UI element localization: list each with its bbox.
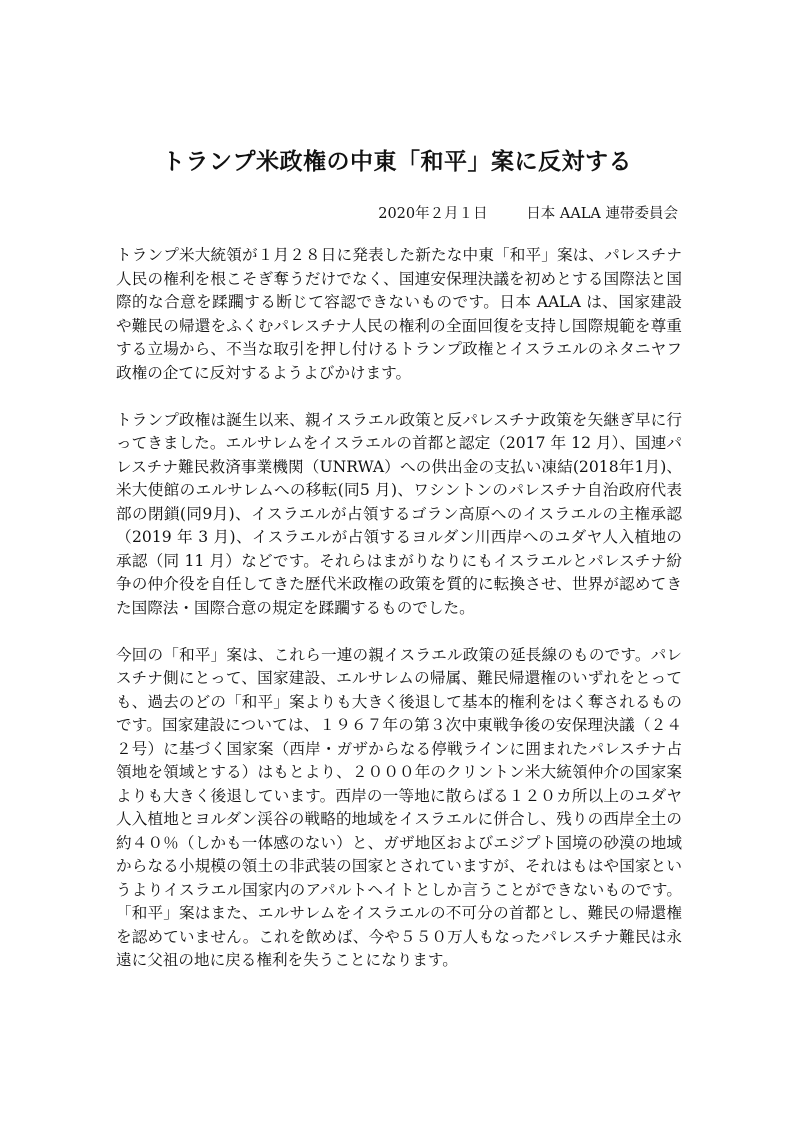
paragraph-1: トランプ米大統領が１月２８日に発表した新たな中東「和平」案は、パレスチナ人民の権利を根こそぎ奪うだけでなく、国連安保理決議を初めとする国際法と国際的な合意を蹂躙する断じて容認できないものです。日本 AALA は、国家建設や難民の帰還をふくむパレスチナ人民の権利の全面回復を支持し国際規範を尊重する立場から、不当な取引を押し付けるトランプ政権とイスラエルのネタニヤフ政権の企てに反対するようよびかけます。 bbox=[116, 246, 682, 382]
paragraph-3: 今回の「和平」案は、これら一連の親イスラエル政策の延長線のものです。パレスチナ側にとって、国家建設、エルサレムの帰属、難民帰還権のいずれをとっても、過去のどの「和平」案よりも大きく後退して基本的権利をはく奪されるものです。国家建設については、１９６７年の第３次中東戦争後の安保理決議（２４２号）に基づく国家案（西岸・ガザからなる停戦ラインに囲まれたパレスチナ占領地を領域とする）はもとより、２０００年のクリントン米大統領仲介の国家案よりも大きく後退しています。西岸の一等地に散らばる１２０カ所以上のユダヤ人入植地とヨルダン渓谷の戦略的地域をイスラエルに併合し、残りの西岸全土の約４０％（しかも一体感のない）と、ガザ地区およびエジプト国境の砂漠の地域からなる小規模の領土の非武装の国家とされていますが、それはもはや国家というよりイスラエル国家内のアパルトヘイトとしか言うことができないものです。「和平」案はまた、エルサレムをイスラエルの不可分の首都とし、難民の帰還権を認めていません。これを飲めば、今や５５０万人もなったパレスチナ難民は永遠に父祖の地に戻る権利を失うことになります。 bbox=[116, 645, 682, 969]
dateline bbox=[378, 202, 678, 223]
document-author: 日本 AALA 連帯委員会 bbox=[526, 206, 678, 222]
document-title: トランプ米政権の中東「和平」案に反対する bbox=[162, 148, 632, 175]
paragraph-2: トランプ政権は誕生以来、親イスラエル政策と反パレスチナ政策を矢継ぎ早に行ってきました。エルサレムをイスラエルの首都と認定（2017 年 12 月）、国連パレスチナ難民救済事業機関（UNRWA）への供出金の支払い凍結(2018年1月)、米大使館のエルサレムへの移転(同5 月)、ワシントンのパレスチナ自治政府代表部の閉鎖(同9月)、イスラエルが占領するゴラン高原へのイスラエルの主権承認（2019 年 3 月)、イスラエルが占領するヨルダン川西岸へのユダヤ人入植地の承認（同 11 月）などです。それらはまがりなりにもイスラエルとパレスチナ紛争の仲介役を自任してきた歴代米政権の政策を質的に転換させ、世界が認めてきた国際法・国際合意の規定を蹂躙するものでした。 bbox=[116, 410, 682, 617]
document-date: 2020年２月１日 bbox=[378, 206, 488, 222]
document-body bbox=[116, 244, 682, 996]
